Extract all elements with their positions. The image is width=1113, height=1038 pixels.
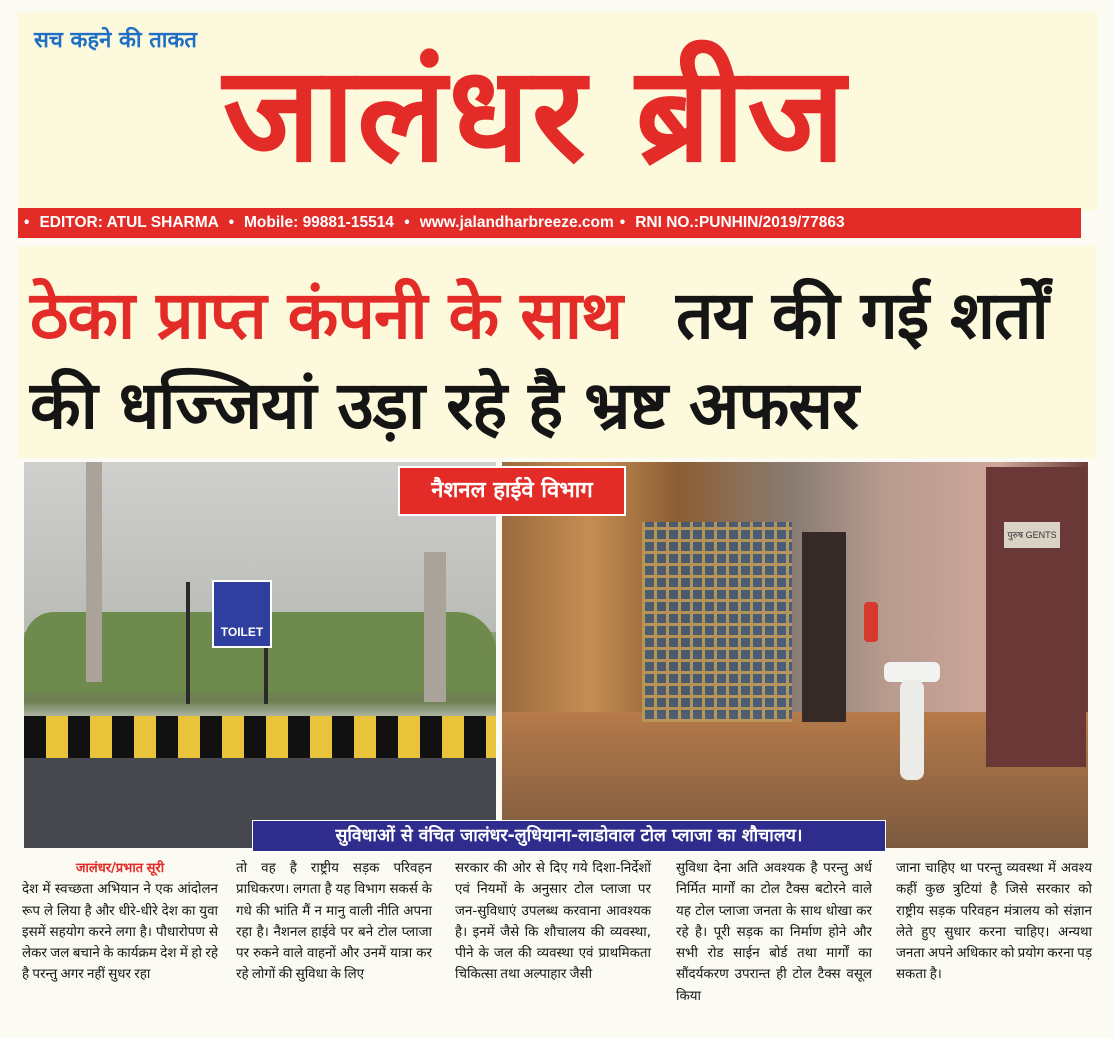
masthead-info-bar: • EDITOR: ATUL SHARMA • Mobile: 99881-15514 • www.jalandharbreeze.com • RNI NO.:PUNHIN/2019/77863 [18, 208, 1081, 238]
fire-extinguisher-icon [864, 602, 878, 642]
headline-line-2: की धज्जियां उड़ा रहे है भ्रष्ट अफसर [30, 367, 858, 444]
toilet-door [986, 467, 1086, 767]
photo-toll-plaza-toilet [502, 462, 1088, 848]
mobile-info: Mobile: 99881-15514 [244, 214, 394, 231]
website-link[interactable]: www.jalandharbreeze.com [419, 214, 614, 231]
article-column-3: सरकार की ओर से दिए गये दिशा-निर्देशों एवं नियमों के अनुसार टोल प्लाजा पर जन-सुविधाएं उपलब्ध करवाना आवश्यक है। इनमें जैसे कि शौचालय की व्यवस्था, पीने के जल की व्यवस्था एवं प्राथमिकता चिकित्सा तथा अल्पाहार जैसी [455, 861, 651, 983]
gents-plaque: पुरुष GENTS [1004, 522, 1060, 548]
headline-area [18, 246, 1096, 458]
photo-caption: सुविधाओं से वंचित जालंधर-लुधियाना-लाडोवाल टोल प्लाजा का शौचालय। [252, 820, 886, 852]
road-divider [24, 716, 496, 758]
headline-black-part: तय की गई शर्तों [676, 277, 1048, 354]
toilet-sign: TOILET [212, 580, 272, 648]
editor-info: EDITOR: ATUL SHARMA [39, 214, 219, 231]
article-column-1 [22, 858, 218, 986]
article-column-5: जाना चाहिए था परन्तु व्यवस्था में अवश्य कहीं कुछ त्रुटियां है जिसे सरकार को राष्ट्रीय सड़क परिवहन मंत्रालय को संज्ञान लेते हुए सुधार करना चाहिए। अन्यथा जनता अपने अधिकार को प्रयोग करना पड़ सकता है। [896, 861, 1093, 983]
masthead-title: जालंधर ब्रीज [222, 38, 848, 192]
column-1-text: देश में स्वच्छता अभियान ने एक आंदोलन रूप ले लिया है और धीरे-धीरे देश का युवा इसमें सहयोग करने लगा है। पौधारोपण से लेकर जल बचाने के कार्यक्रम देश में हो रहे है परन्तु अगर नहीं सुधर रहा [22, 882, 218, 983]
wash-basin [884, 662, 940, 782]
section-label: नैशनल हाईवे विभाग [398, 466, 626, 516]
rni-info: RNI NO.:PUNHIN/2019/77863 [635, 214, 845, 231]
article-column-4: सुविधा देना अति अवश्यक है परन्तु अर्ध निर्मित मार्गों का टोल टैक्स बटोरने वाले यह टोल प्लाजा जनता के साथ धोखा कर रहे है। पूरी सड़क का निर्माण होने और सभी रोड साईन बोर्ड तथा मार्गों का सौंदर्यकरण उपरान्त ही टोल टैक्स वसूल किया [676, 861, 872, 1004]
headline-red-part: ठेका प्राप्त कंपनी के साथ [30, 277, 623, 354]
byline: जालंधर/प्रभात सूरी [75, 861, 165, 876]
utility-pole [424, 552, 446, 702]
doorway [802, 532, 846, 722]
photo-highway-toilet-sign [24, 462, 496, 848]
article-column-2: तो वह है राष्ट्रीय सड़क परिवहन प्राधिकरण। लगता है यह विभाग सकर्स के गधे की भांति मैं न मानु वाली नीति अपना रहा है। नैशनल हाईवे पर बने टोल प्लाजा पर रुकने वाले वाहनों और उनमें यात्रा कर रहे लोगों की सुविधा के लिए [236, 861, 432, 983]
equipment-cage [642, 522, 792, 722]
masthead-tagline: सच कहने की ताकत [34, 28, 197, 53]
utility-pole [86, 462, 102, 682]
